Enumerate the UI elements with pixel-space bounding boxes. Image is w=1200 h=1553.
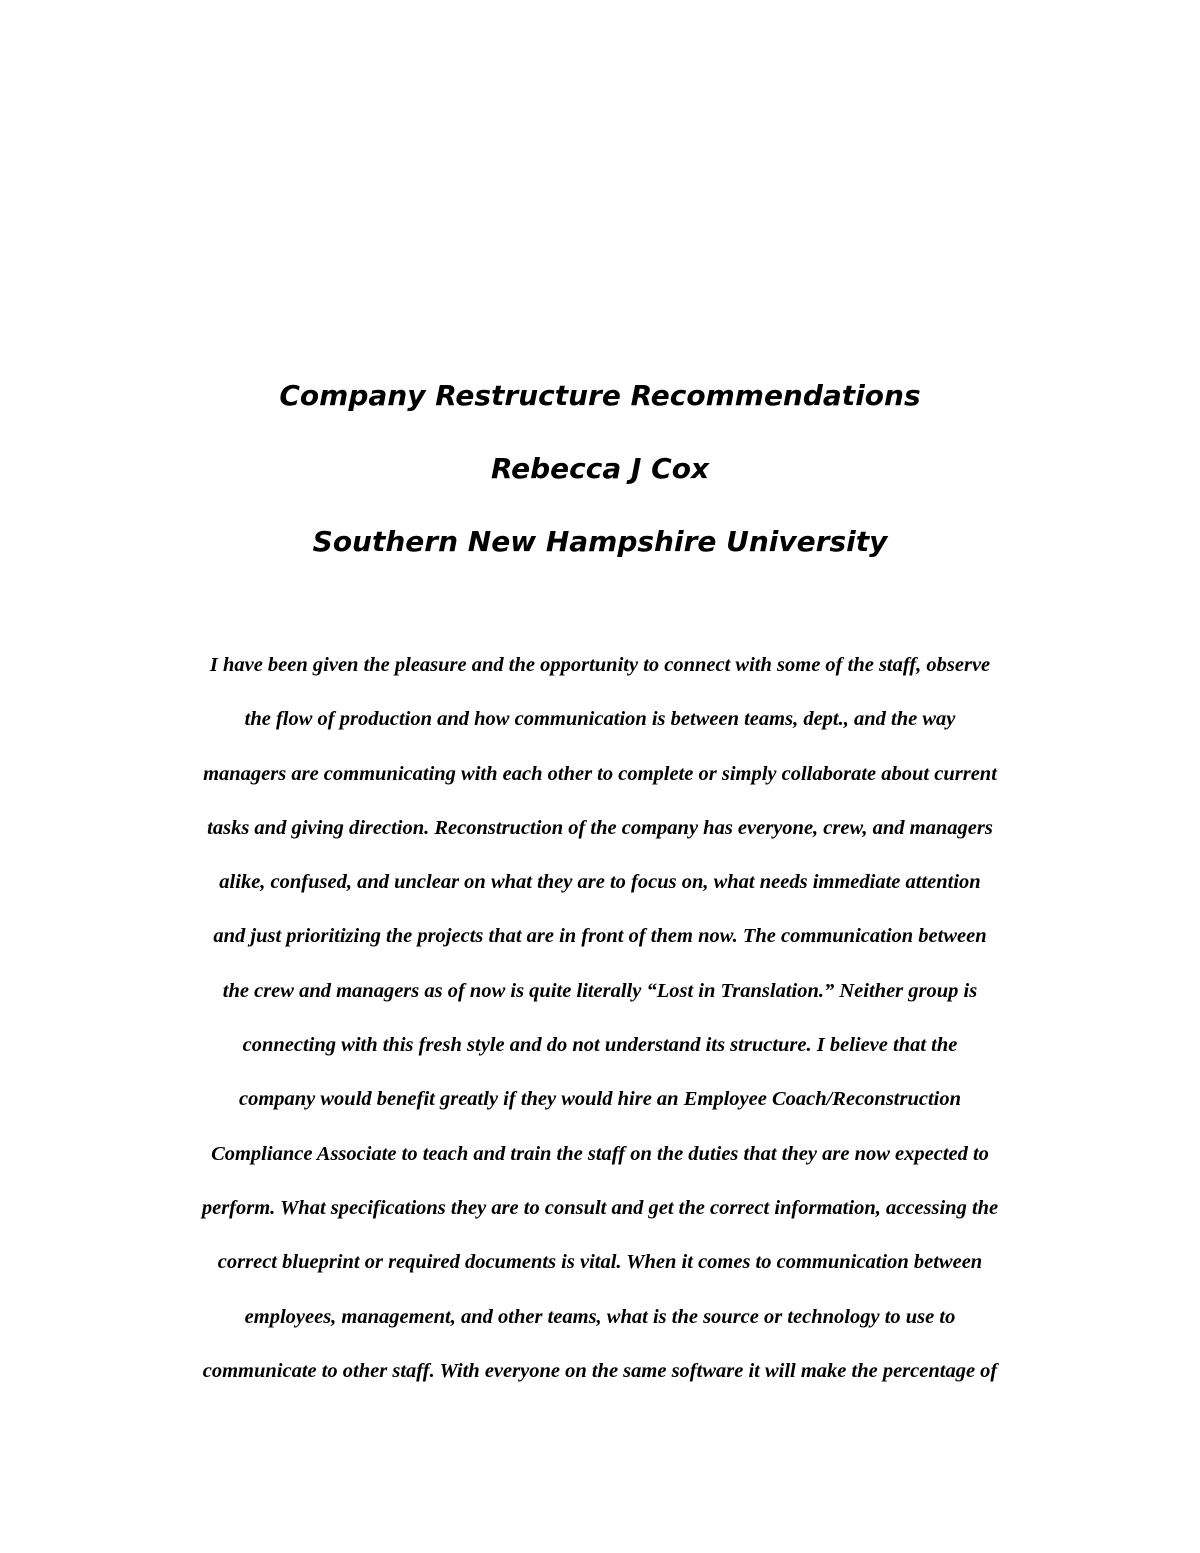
body-line: and just prioritizing the projects that are in front of them now. The communication between bbox=[213, 925, 987, 948]
body-line: perform. What specifications they are to consult and get the correct information, accessing the bbox=[201, 1196, 999, 1219]
body-line: alike, confused, and unclear on what they are to focus on, what needs immediate attention bbox=[219, 871, 981, 894]
body-line: the flow of production and how communication is between teams, dept., and the way bbox=[244, 708, 956, 731]
body-line: tasks and giving direction. Reconstruction of the company has everyone, crew, and managers bbox=[207, 816, 993, 839]
body-line: employees, management, and other teams, what is the source or technology to use to bbox=[244, 1305, 956, 1328]
body-paragraph bbox=[140, 646, 1060, 1406]
body-line: I have been given the pleasure and the opportunity to connect with some of the staff, observe bbox=[209, 654, 991, 676]
body-line: the crew and managers as of now is quite literally “Lost in Translation.” Neither group is bbox=[222, 979, 978, 1002]
body-line: connecting with this fresh style and do not understand its structure. I believe that the bbox=[242, 1034, 958, 1057]
body-line: managers are communicating with each other to complete or simply collaborate about current bbox=[203, 762, 997, 785]
body-line: Compliance Associate to teach and train the staff on the duties that they are now expected to bbox=[211, 1142, 989, 1165]
body-line: correct blueprint or required documents is vital. When it comes to communication between bbox=[217, 1251, 983, 1274]
body-line: communicate to other staff. With everyone on the same software it will make the percentage of bbox=[202, 1359, 998, 1382]
title-page-header bbox=[0, 374, 1200, 593]
author-name: Rebecca J Cox bbox=[490, 452, 710, 485]
document-title: Company Restructure Recommendations bbox=[279, 379, 921, 412]
body-line: company would benefit greatly if they would hire an Employee Coach/Reconstruction bbox=[238, 1088, 962, 1111]
institution-name: Southern New Hampshire University bbox=[312, 525, 888, 558]
